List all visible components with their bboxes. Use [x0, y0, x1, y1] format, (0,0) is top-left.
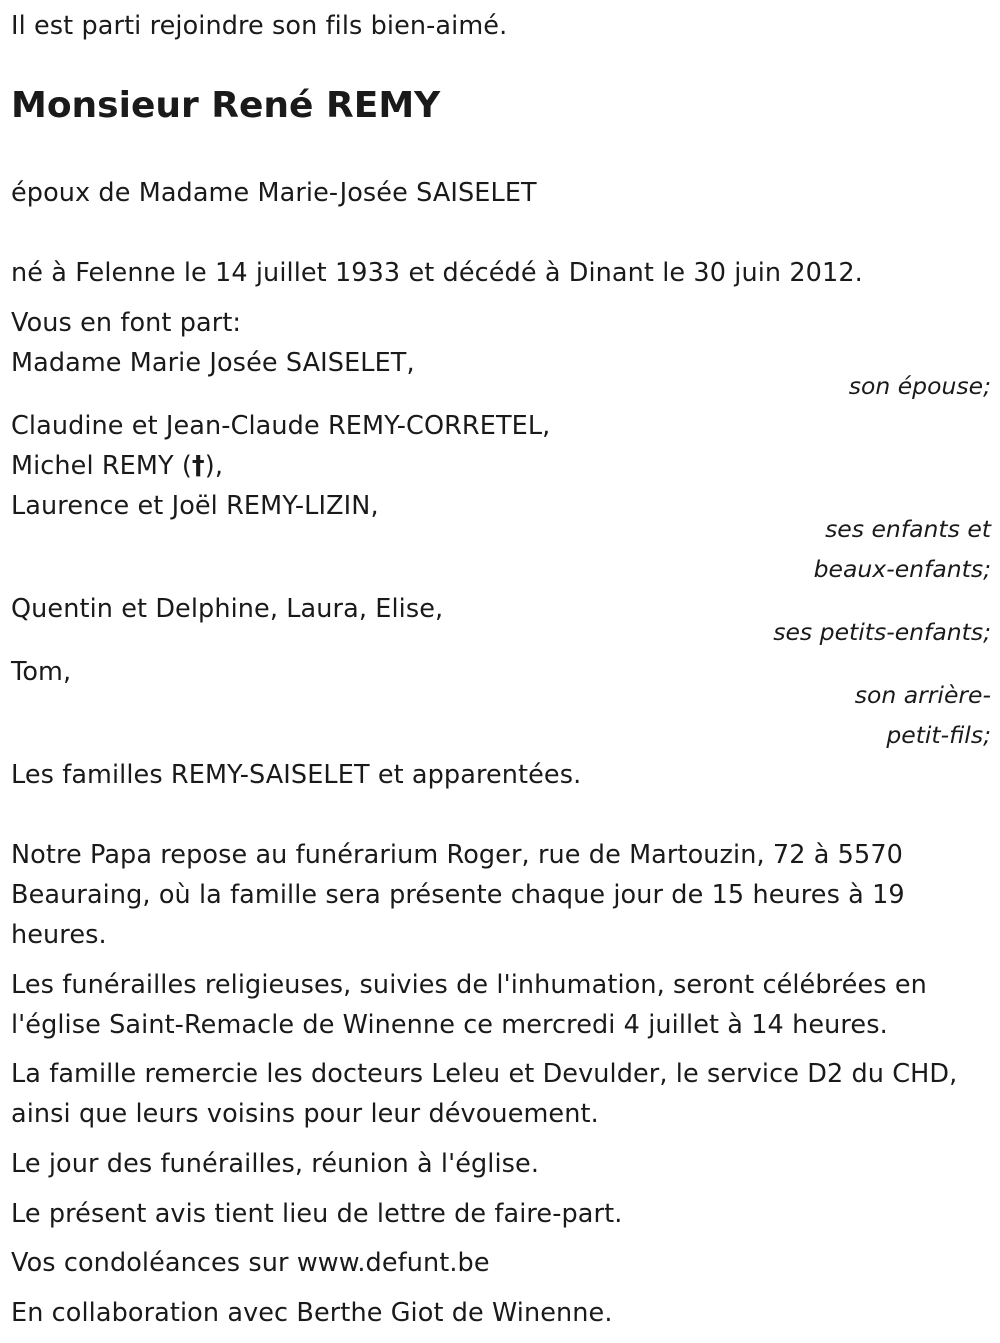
birth-death-line: né à Felenne le 14 juillet 1933 et décédé à Dinant le 30 juin 2012. — [11, 258, 863, 288]
child-line-1: Claudine et Jean-Claude REMY-CORRETEL, — [11, 411, 551, 441]
child-line-2-before: Michel REMY ( — [11, 451, 192, 481]
child-line-3: Laurence et Joël REMY-LIZIN, — [11, 491, 379, 521]
grandchildren-names: Quentin et Delphine, Laura, Elise, — [11, 594, 444, 624]
funerarium-paragraph: Notre Papa repose au funérarium Roger, rue de Martouzin, 72 à 5570 Beauraing, où la famille sera présente chaque jour de 15 heures à 19 heures. — [11, 840, 905, 950]
condolences-line: Vos condoléances sur www.defunt.be — [11, 1248, 490, 1278]
grandchildren-role: ses petits-enfants; — [773, 618, 991, 646]
children-role-line-1: ses enfants et — [825, 515, 991, 543]
announcement-line: Vous en font part: — [11, 308, 242, 338]
great-grandchildren-role-line-1: son arrière- — [854, 681, 991, 709]
spouse-line: époux de Madame Marie-Josée SAISELET — [11, 178, 537, 208]
great-grandchildren-role-line-2: petit-fils; — [886, 721, 991, 749]
cross-icon: † — [191, 451, 205, 481]
child-line-2 — [11, 446, 223, 486]
families-line: Les familles REMY-SAISELET et apparentées. — [11, 760, 582, 790]
great-grandchildren-names: Tom, — [11, 657, 72, 687]
collaboration-line: En collaboration avec Berthe Giot de Winenne. — [11, 1298, 613, 1328]
children-role-line-2: beaux-enfants; — [813, 555, 991, 583]
deceased-name: Monsieur René REMY — [11, 85, 441, 126]
spouse-name: Madame Marie Josée SAISELET, — [11, 348, 415, 378]
thanks-paragraph: La famille remercie les docteurs Leleu et Devulder, le service D2 du CHD, ainsi que leurs voisins pour leur dévouement. — [11, 1059, 958, 1129]
spouse-role: son épouse; — [848, 372, 991, 400]
intro-line: Il est parti rejoindre son fils bien-aimé. — [11, 11, 508, 41]
reunion-line: Le jour des funérailles, réunion à l'église. — [11, 1149, 540, 1179]
notice-line: Le présent avis tient lieu de lettre de faire-part. — [11, 1199, 623, 1229]
funeral-paragraph: Les funérailles religieuses, suivies de l'inhumation, seront célébrées en l'église Saint-Remacle de Winenne ce mercredi 4 juillet à 14 heures. — [11, 970, 927, 1040]
child-line-2-after: ), — [204, 451, 224, 481]
